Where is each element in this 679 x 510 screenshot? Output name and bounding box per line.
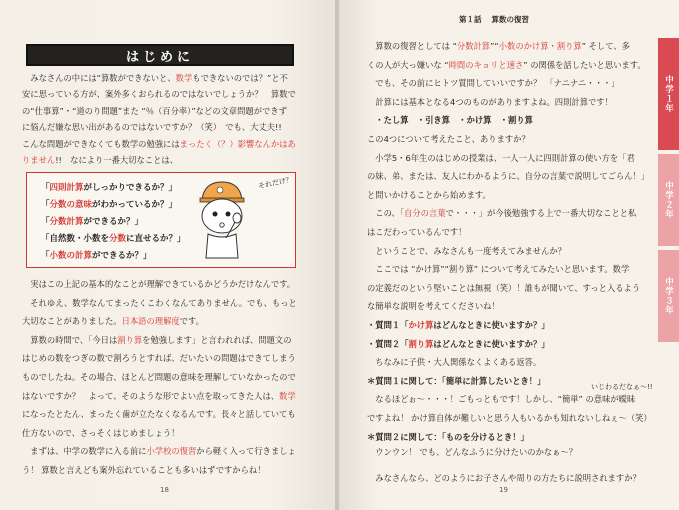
right-text-line: この、「自分の言葉で・・・」が今後勉強する上で一番大切なことと私: [367, 208, 637, 219]
right-text-line: ・質問１「かけ算はどんなときに使いますか？」: [367, 320, 550, 330]
child-illustration-icon: [192, 178, 250, 264]
intro-line: みなさんの中には“算数ができないと、数学もできないのでは？”と不: [22, 73, 288, 83]
body-line: 実はこの上記の基本的なことが理解できているかどうかだけなんです。: [22, 279, 296, 289]
intro-line: に悩んだ嫌な思い出があるのではないですか？（笑） でも、大丈夫!!: [22, 122, 282, 133]
intro-line: の“仕事算”・“道のり問題”また “％（百分率）”などの文章問題ができず: [22, 105, 287, 116]
intro-line: 安に思っている方が、案外多くおられるのではないでしょうか？ 算数で: [22, 89, 296, 100]
chapter-header: [459, 14, 529, 25]
key-point-item: 「四則計算がしっかりできるか？」: [41, 183, 178, 193]
right-text-line: はこだわっているんです！: [367, 227, 467, 237]
body-line: 大切なことがありました。日本語の理解度です。: [22, 316, 204, 327]
intro-line: こんな問題ができなくても数学の勉強にはまったく（？）影響なんかはあ: [22, 138, 296, 149]
right-text-line: ここでは “かけ算”“割り算” について考えてみたいと思います。数学: [367, 264, 630, 275]
body-line: はないですか？ よって、そのような形でよい点を取ってきた人は、数学: [22, 390, 296, 401]
right-text-line: の妹、弟、または、友人にわかるように、自分の言葉で説明してごらん！」: [367, 171, 650, 182]
tab-grade-2[interactable]: 中学２年: [658, 154, 679, 246]
intro-line: りません!! なにより一番大切なことは、: [22, 155, 179, 165]
tab-grade-3[interactable]: 中学３年: [658, 250, 679, 342]
right-page: [339, 0, 679, 510]
body-line: う！ 算数と言えども案外忘れていることも多いはずですからね！: [22, 465, 266, 475]
speech-bubble-text: それだけ？: [257, 175, 294, 191]
right-text-line: みなさんなら、どのようにお子さんや周りの方たちに説明されますか？: [367, 473, 641, 483]
right-text-line: と問いかけることから始めます。: [367, 189, 491, 200]
right-text-line: くの人が大っ嫌いな “時間のキョリと速さ” の関係を話したいと思います。: [367, 59, 646, 70]
key-point-item: 「分数の意味がわかっているか？」: [41, 200, 178, 210]
right-text-line: の定義だのという堅いことは無視（笑）！誰もが聞いて、すっと入るよう: [367, 282, 641, 293]
chapter-title: 算数の復習: [491, 15, 529, 24]
right-text-line: ちなみに子供・大人関係なくよくある返答。: [367, 357, 542, 368]
right-text-line: 計算には基本となる4つのものがありますよね。四則計算です！: [367, 96, 613, 107]
body-line: まずは、中学の数学に入る前に小学校の復習から軽く入って行きましょ: [22, 446, 296, 457]
key-point-item: 「小数の計算ができるか？」: [41, 251, 152, 261]
right-text-line: でも、その前にヒトツ質問していいですか？ 「ナニナニ・・・」: [367, 78, 620, 89]
section-title: はじめに: [125, 49, 194, 65]
right-text-line: この4つについて考えたこと、ありますか？: [367, 134, 530, 144]
page-number-left: 18: [160, 486, 169, 494]
right-text-line: ・たし算 ・引き算 ・かけ算 ・割り算: [367, 115, 533, 126]
key-point-item: 「自然数・小数を分数に直せるか？」: [41, 234, 186, 244]
body-line: それゆえ、数学なんてまったくこわくなんてありません。でも、もっと: [22, 297, 297, 308]
right-text-line: ですよね！ かけ算自体が難しいと思う人もいるかも知れないしねぇ～（笑）: [367, 413, 652, 423]
key-points-box: [26, 172, 296, 268]
right-text-line: 小学5・6年生のはじめの授業は、一人一人に四則計算の使い方を「君: [367, 152, 635, 163]
body-line: 仕方ないので、さっそくはじめましょう！: [22, 427, 180, 438]
aside-note: いじわるだなぁ～!!: [591, 383, 653, 391]
right-text-line: ＊質問１に関して：「簡単に計算したいとき！」: [367, 375, 546, 386]
page-number-right: 19: [499, 486, 508, 494]
right-text-line: ということで、みなさんも一度考えてみませんか？: [367, 245, 566, 256]
body-line: はじめの数をつぎの数で割ろうとすれば、だいたいの問題はできてしまう: [22, 353, 296, 364]
right-text-line: な簡単な説明を考えてくださいね！: [367, 301, 500, 312]
body-line: 算数の時間で、「今日は割り算を勉強します」と言われれば、問題文の: [22, 334, 292, 345]
chapter-episode: 第１話: [459, 15, 482, 24]
left-page: [0, 0, 337, 510]
tab-grade-1[interactable]: 中学１年: [658, 38, 679, 150]
right-text-line: ＊質問２に関して：「ものを分けるとき！」: [367, 431, 529, 442]
right-text-line: なるほどぉ～・・・！ごもっともです！しかし、“簡単” の意味が曖昧: [367, 394, 636, 405]
body-line: ものでしたね。その場合、ほとんど問題の意味を理解していなかったので: [22, 372, 296, 382]
right-text-line: ・質問２「割り算はどんなときに使いますか？」: [367, 338, 550, 349]
key-point-item: 「分数計算ができるか？」: [41, 217, 144, 227]
body-line: になったとたん、まったく歯が立たなくなるんです。長々と話していても: [22, 409, 296, 420]
section-title-bar: [26, 44, 294, 66]
right-text-line: 算数の復習としては “分数計算”“小数のかけ算・割り算” そして、多: [367, 41, 630, 51]
right-text-line: ウンウン！ でも、どんなふうに分けたいのかなぁ～？: [367, 447, 578, 457]
